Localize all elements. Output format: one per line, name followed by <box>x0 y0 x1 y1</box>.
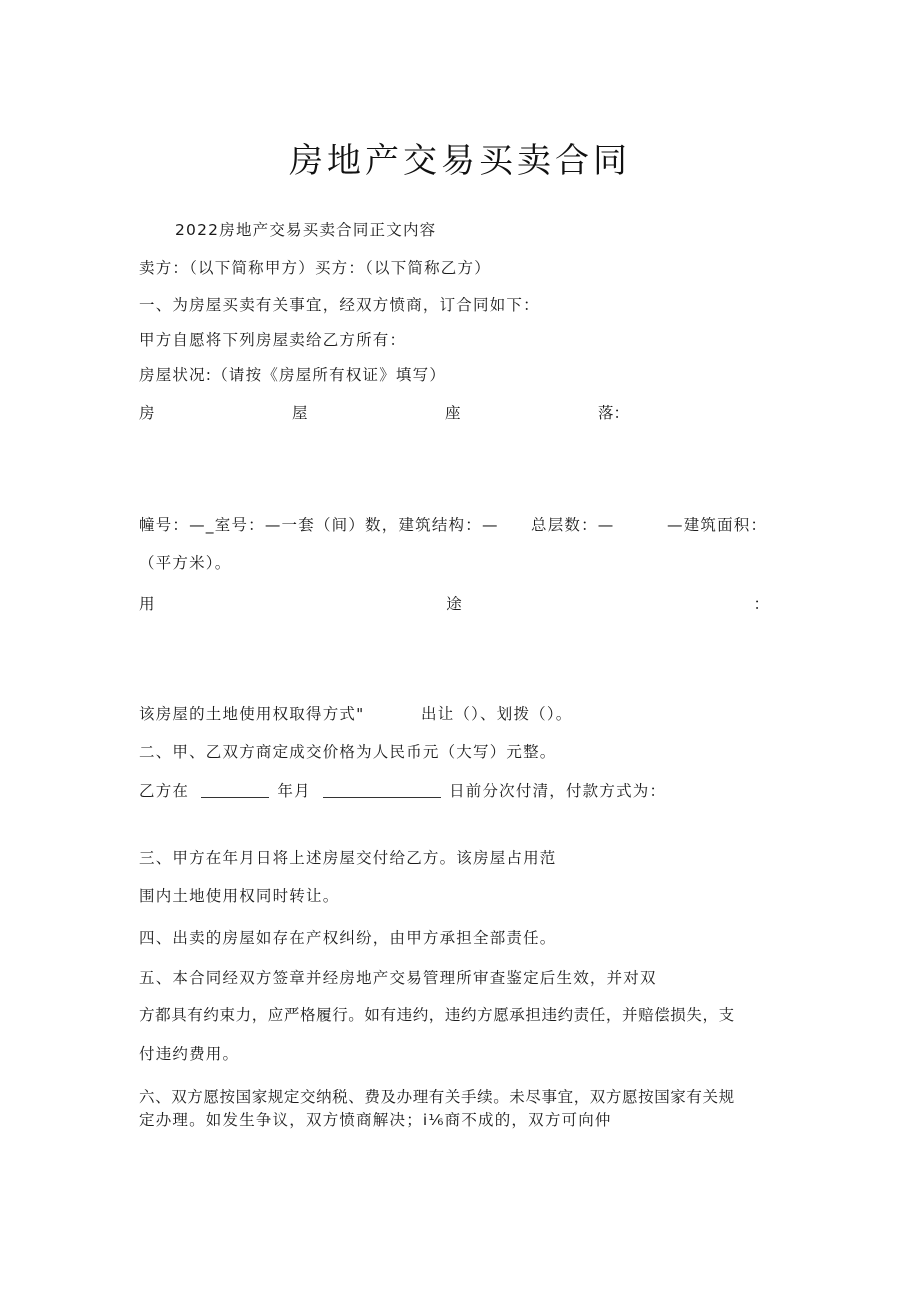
clause-2: 二、甲、乙双方商定成交价格为人民币元（大写）元整。 <box>139 743 557 761</box>
clause-4: 四、出卖的房屋如存在产权纠纷，由甲方承担全部责任。 <box>139 929 557 947</box>
payment-blank-2 <box>323 797 441 798</box>
clause-6-b: 定办理。如发生争议，双方愤商解决；i⅙商不成的，双方可向仲 <box>139 1111 612 1129</box>
land-method-label: 该房屋的土地使用权取得方式" <box>139 705 365 723</box>
payment-blank-1 <box>201 797 269 798</box>
clause-1-sub: 甲方自愿将下列房屋卖给乙方所有： <box>139 331 407 349</box>
house-location-line <box>139 401 629 423</box>
usage-char-2: 途 <box>446 595 462 613</box>
location-char-3: 座 <box>444 404 461 422</box>
land-method-options: 出让（）、划拨（）。 <box>421 705 573 723</box>
location-char-4: 落： <box>597 404 629 422</box>
clause-5-a: 五、本合同经双方签章并经房地产交易管理所审查鉴定后生效，并对双 <box>139 969 657 987</box>
usage-line <box>139 592 769 614</box>
clause-3-b: 围内土地使用权同时转让。 <box>139 887 340 905</box>
payment-prefix: 乙方在 <box>139 782 190 800</box>
clause-6-a: 六、双方愿按国家规定交纳税、费及办理有关手续。未尽事宜，双方愿按国家有关规 <box>139 1088 735 1106</box>
building-floors: 总层数：— <box>531 516 615 534</box>
building-area: —建筑面积： <box>667 516 768 534</box>
location-char-2: 屋 <box>291 404 308 422</box>
clause-3-a: 三、甲方在年月日将上述房屋交付给乙方。该房屋占用范 <box>139 849 557 867</box>
payment-middle: 年月 <box>277 782 311 800</box>
clause-1: 一、为房屋买卖有关事宜，经双方愤商，订合同如下： <box>139 296 540 314</box>
usage-char-3: ： <box>753 595 769 613</box>
payment-line <box>139 779 666 801</box>
document-title: 房地产交易买卖合同 <box>289 141 631 181</box>
intro-line: 2022房地产交易买卖合同正文内容 <box>175 221 437 239</box>
parties-line: 卖方：（以下简称甲方）买方：（以下简称乙方） <box>139 259 491 277</box>
house-status: 房屋状况:（请按《房屋所有权证》填写） <box>139 366 447 384</box>
usage-char-1: 用 <box>139 595 155 613</box>
area-unit: （平方米）。 <box>139 554 232 572</box>
building-number: 幢号：—_室号：—一套（间）数，建筑结构：— <box>139 516 499 534</box>
location-char-1: 房 <box>139 404 155 422</box>
clause-5-c: 付违约费用。 <box>139 1045 240 1063</box>
payment-suffix: 日前分次付清，付款方式为： <box>449 782 667 800</box>
clause-5-b: 方都具有约束力，应严格履行。如有违约，违约方愿承担违约责任，并赔偿损失，支 <box>139 1006 735 1024</box>
